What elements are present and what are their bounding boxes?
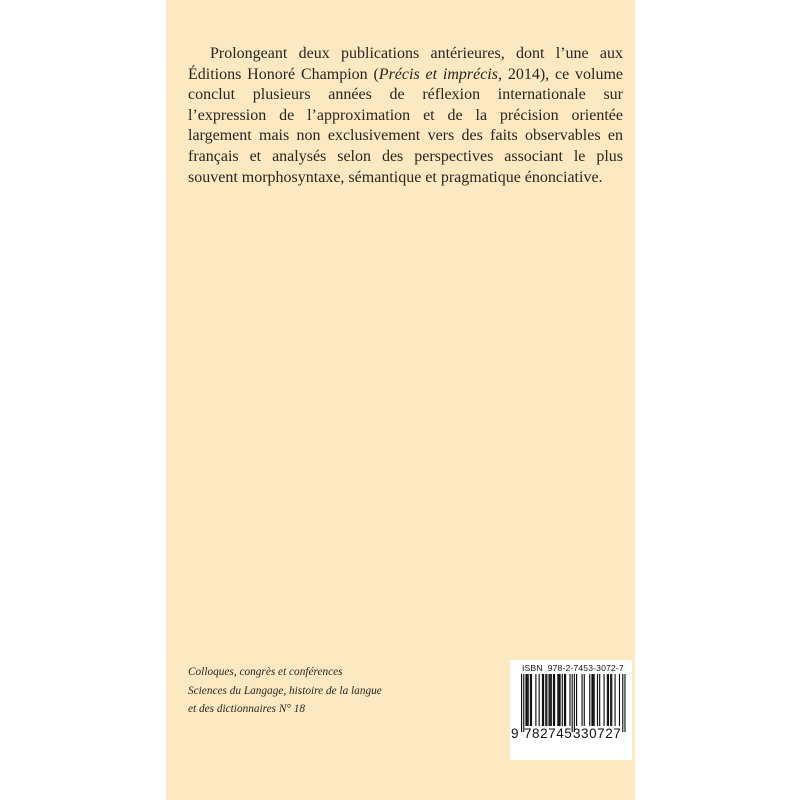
barcode-bar — [582, 674, 583, 726]
barcode-bar — [542, 674, 543, 726]
barcode-bar — [528, 674, 529, 726]
isbn-number: 978-2-7453-3072-7 — [547, 663, 624, 673]
subseries-line-2: et des dictionnaires N° 18 — [188, 703, 306, 716]
barcode-bar — [572, 674, 573, 732]
barcode-bar — [610, 674, 611, 726]
barcode-bar — [619, 674, 620, 726]
barcode-bar — [546, 674, 547, 726]
barcode-bar — [576, 674, 577, 726]
barcode-bar — [593, 674, 594, 726]
ean-digits — [510, 726, 632, 746]
barcode-bar — [615, 674, 616, 726]
blurb-line: Prolongeant deux publications antérieures, dont l’une aux — [210, 45, 623, 62]
barcode-bar — [521, 674, 522, 732]
collection-info — [188, 663, 488, 719]
blurb-line: largement mais non exclusivement vers des faits observables en — [188, 127, 623, 145]
barcode-bar — [535, 674, 536, 726]
barcode-bar — [597, 674, 598, 726]
barcode-bar — [554, 674, 555, 726]
barcode-bar — [525, 674, 526, 726]
barcode-bar — [557, 674, 558, 726]
barcode-bar — [553, 674, 554, 726]
blurb-line: l’expression de l’approximation et de la précision orientée — [188, 106, 623, 124]
isbn-text — [522, 663, 624, 673]
series-line: Colloques, congrès et conférences — [188, 666, 343, 678]
blurb-line: souvent morphosyntaxe, sémantique et pragmatique énonciative. — [188, 168, 603, 186]
barcode-bar — [562, 674, 563, 726]
barcode-bar — [622, 674, 623, 732]
barcode-bar — [594, 674, 595, 726]
barcode-bar — [565, 674, 566, 726]
barcode-bar — [591, 674, 592, 726]
barcode-bar — [531, 674, 532, 726]
barcode-bar — [569, 674, 570, 726]
barcode-bar — [539, 674, 540, 726]
barcode — [510, 674, 632, 734]
barcode-bar — [574, 674, 575, 732]
barcode-bar — [607, 674, 608, 726]
barcode-bar — [611, 674, 612, 726]
barcode-bar — [530, 674, 531, 726]
subseries-line-1: Sciences du Langage, histoire de la langue — [188, 684, 382, 697]
book-title: Précis et imprécis — [378, 65, 498, 83]
barcode-bar — [624, 674, 625, 732]
ean-digit-first: 9 — [511, 726, 519, 741]
blurb-line: Éditions Honoré Champion (Précis et imprécis, 2014), ce volume — [188, 65, 623, 83]
blurb-line: français et analysés selon des perspectives associant le plus — [188, 147, 623, 165]
barcode-bar — [608, 674, 609, 726]
blurb-line: conclut plusieurs années de réflexion internationale sur — [188, 86, 623, 104]
isbn-label: ISBN — [522, 663, 543, 673]
barcode-bar — [560, 674, 561, 726]
blurb-paragraph — [188, 44, 623, 188]
barcode-bar — [527, 674, 528, 726]
isbn-barcode-block — [510, 660, 632, 760]
barcode-bar — [550, 674, 551, 726]
barcode-bar — [604, 674, 605, 726]
barcode-bar — [549, 674, 550, 726]
barcode-bar — [589, 674, 590, 726]
ean-digits-left: 782745 — [524, 726, 573, 741]
barcode-bar — [545, 674, 546, 726]
barcode-bar — [558, 674, 559, 726]
barcode-bar — [599, 674, 600, 726]
barcode-bar — [584, 674, 585, 726]
barcode-bar — [523, 674, 524, 732]
barcode-bar — [564, 674, 565, 726]
barcode-bar — [551, 674, 552, 726]
barcode-bar — [543, 674, 544, 726]
ean-digits-right: 330727 — [573, 726, 622, 741]
